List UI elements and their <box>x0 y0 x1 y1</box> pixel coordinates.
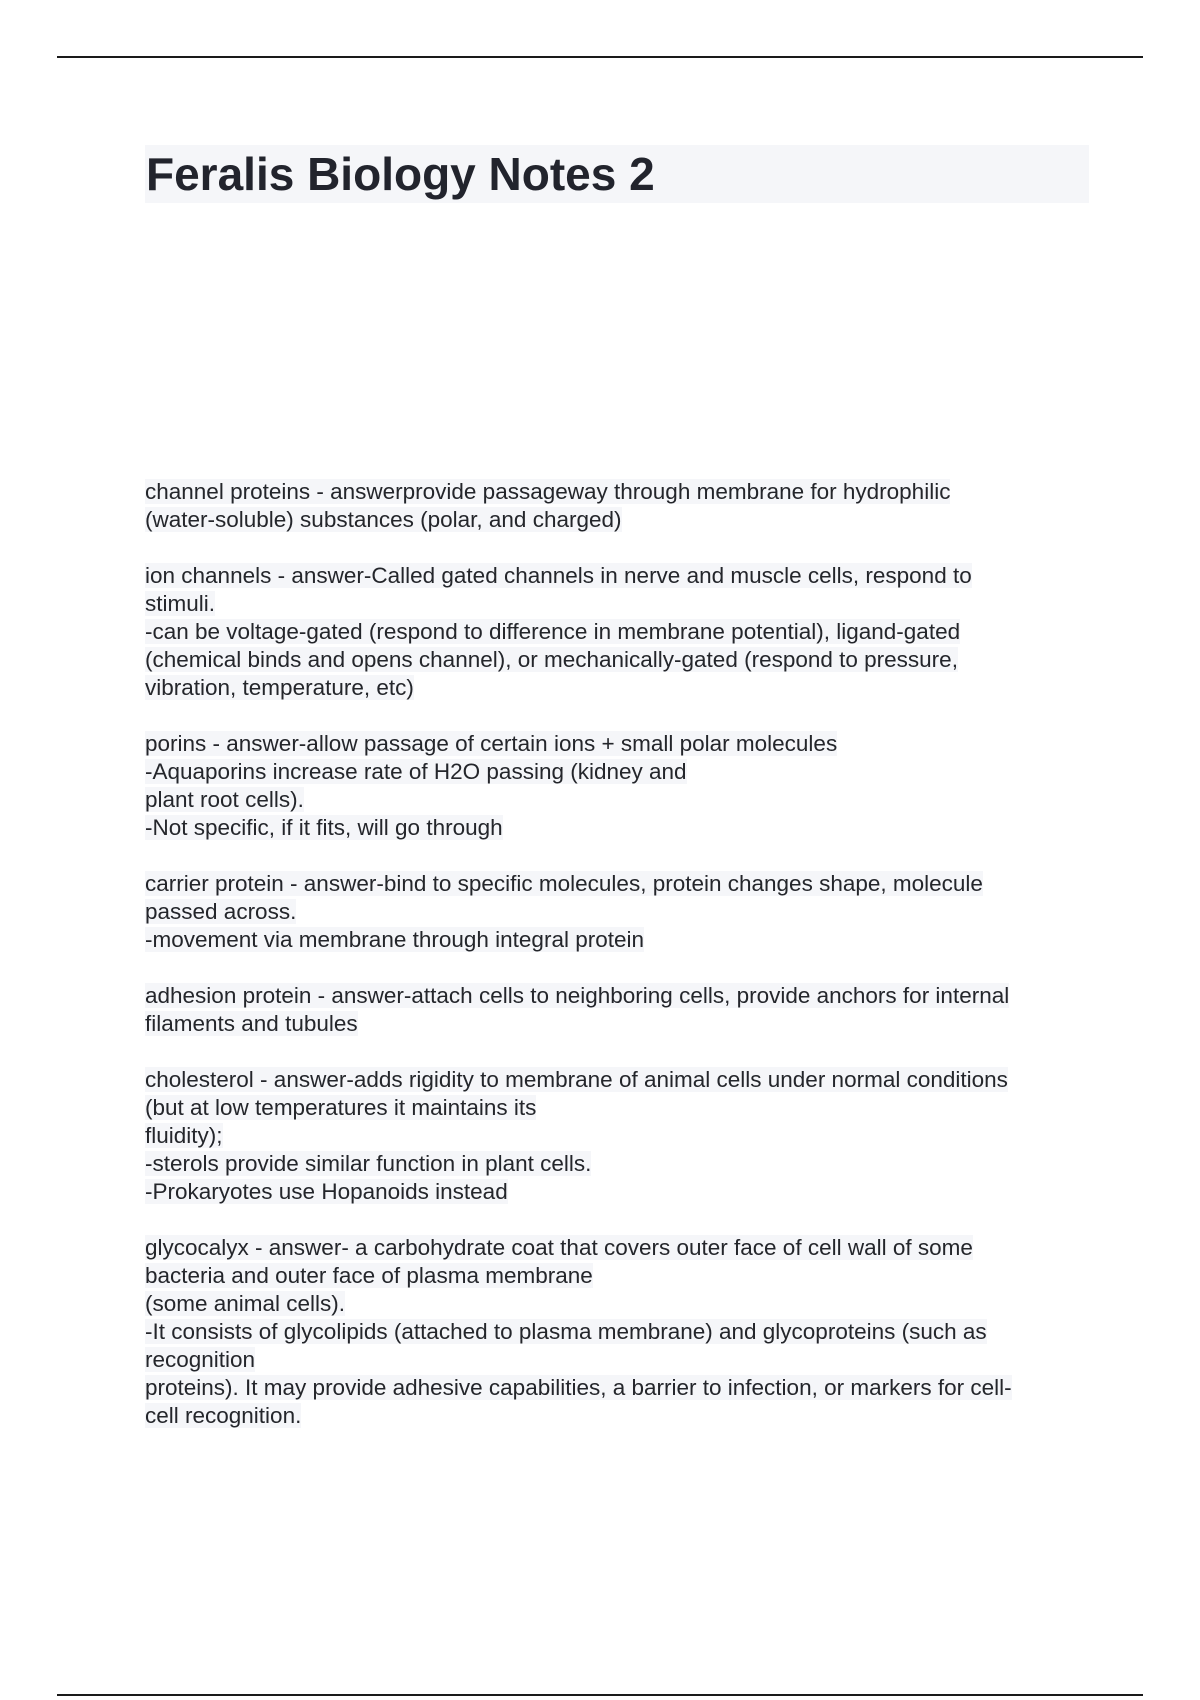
note-line: (some animal cells). <box>145 1291 346 1316</box>
page-title: Feralis Biology Notes 2 <box>146 148 655 200</box>
note-line: (chemical binds and opens channel), or mechanically-gated (respond to pressure, <box>145 647 958 672</box>
note-entry-carrier-protein <box>145 870 1089 954</box>
note-line: cell recognition. <box>145 1403 302 1428</box>
note-entry-adhesion-protein <box>145 982 1089 1038</box>
note-line: carrier protein - answer-bind to specific molecules, protein changes shape, molecule <box>145 871 983 896</box>
note-line: filaments and tubules <box>145 1011 358 1036</box>
bottom-rule <box>57 1694 1143 1696</box>
note-line: (but at low temperatures it maintains its <box>145 1095 537 1120</box>
note-line: glycocalyx - answer- a carbohydrate coat that covers outer face of cell wall of some <box>145 1235 973 1260</box>
note-line: vibration, temperature, etc) <box>145 675 414 700</box>
note-line: passed across. <box>145 899 297 924</box>
note-line: channel proteins - answerprovide passageway through membrane for hydrophilic <box>145 479 951 504</box>
note-line: recognition <box>145 1347 256 1372</box>
note-line: -Aquaporins increase rate of H2O passing (kidney and <box>145 759 687 784</box>
top-rule <box>57 56 1143 58</box>
notes-list <box>145 478 1089 1458</box>
note-entry-glycocalyx <box>145 1234 1089 1430</box>
note-entry-cholesterol <box>145 1066 1089 1206</box>
note-line: stimuli. <box>145 591 216 616</box>
note-line: proteins). It may provide adhesive capabilities, a barrier to infection, or markers for cell- <box>145 1375 1012 1400</box>
note-line: porins - answer-allow passage of certain ions + small polar molecules <box>145 731 838 756</box>
note-line: -Prokaryotes use Hopanoids instead <box>145 1179 508 1204</box>
note-entry-ion-channels <box>145 562 1089 702</box>
note-line: ion channels - answer-Called gated channels in nerve and muscle cells, respond to <box>145 563 972 588</box>
note-line: plant root cells). <box>145 787 304 812</box>
note-line: -Not specific, if it fits, will go through <box>145 815 503 840</box>
note-line: fluidity); <box>145 1123 223 1148</box>
note-line: -can be voltage-gated (respond to difference in membrane potential), ligand-gated <box>145 619 961 644</box>
note-line: (water-soluble) substances (polar, and charged) <box>145 507 622 532</box>
note-line: -It consists of glycolipids (attached to plasma membrane) and glycoproteins (such as <box>145 1319 987 1344</box>
note-entry-channel-proteins <box>145 478 1089 534</box>
note-line: -sterols provide similar function in plant cells. <box>145 1151 592 1176</box>
note-entry-porins <box>145 730 1089 842</box>
note-line: bacteria and outer face of plasma membrane <box>145 1263 593 1288</box>
note-line: -movement via membrane through integral protein <box>145 927 644 952</box>
note-line: cholesterol - answer-adds rigidity to membrane of animal cells under normal conditions <box>145 1067 1008 1092</box>
note-line: adhesion protein - answer-attach cells to neighboring cells, provide anchors for internal <box>145 983 1010 1008</box>
